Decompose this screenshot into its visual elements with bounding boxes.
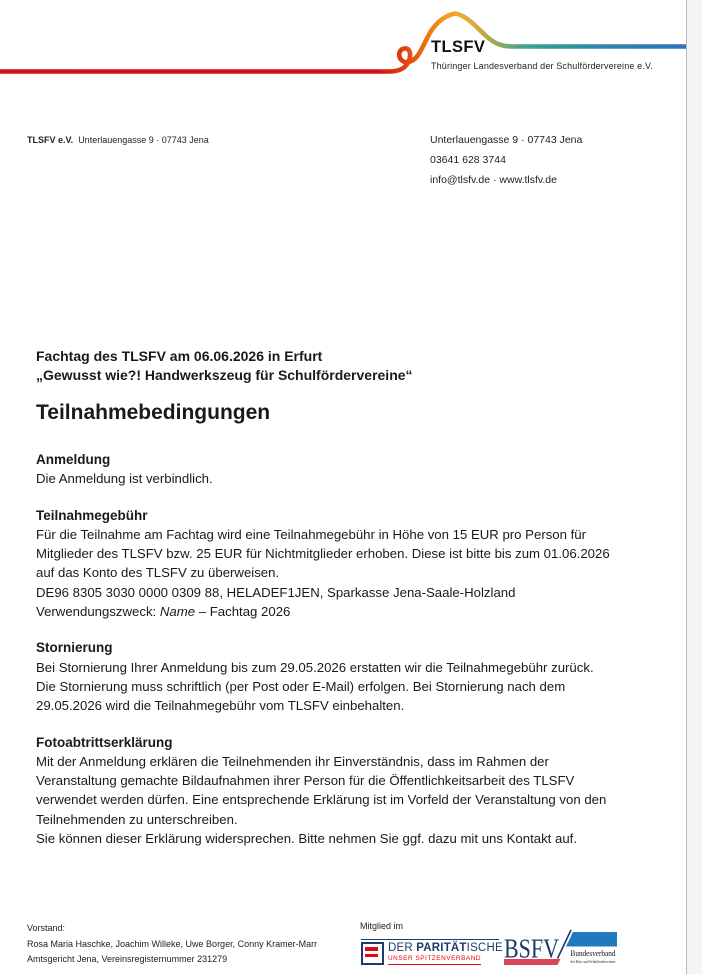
zweck-prefix: Verwendungszweck: — [36, 604, 160, 620]
sender-address: Unterlauengasse 9 · 07743 Jena — [78, 135, 209, 145]
paragraph-line: Bei Stornierung Ihrer Anmeldung bis zum 29.05.2026 erstatten wir die Teilnahmegebühr zurück. — [36, 659, 594, 675]
section-anmeldung — [36, 450, 676, 489]
document-body — [36, 347, 676, 865]
bsfv-logo — [504, 929, 622, 971]
paragraph-line: Die Anmeldung ist verbindlich. — [36, 471, 213, 487]
sender-line — [27, 135, 209, 145]
subject-block — [36, 347, 676, 385]
paritaetische-logo — [361, 939, 503, 965]
page-edge — [686, 0, 702, 974]
bsfv-blue-block — [566, 932, 617, 947]
section-stornierung — [36, 638, 676, 715]
paritaetische-wordmark — [388, 942, 503, 965]
register-line: Amtsgericht Jena, Vereinsregisternummer 231279 — [27, 954, 228, 964]
paragraph-line: Sie können dieser Erklärung widersprechen. Bitte nehmen Sie ggf. dazu mit uns Kontakt auf. — [36, 831, 577, 847]
subject-line-1: Fachtag des TLSFV am 06.06.2026 in Erfurt — [36, 348, 323, 364]
paritaetische-flag-icon — [361, 942, 384, 965]
paritaetische-claim: UNSER SPITZENVERBAND — [388, 955, 481, 965]
iban-line: DE96 8305 3030 0000 0309 88, HELADEF1JEN, Sparkasse Jena-Saale-Holzland — [36, 584, 516, 600]
paragraph-line: verwendet werden dürfen. Eine entsprechende Erklärung ist im Vorfeld der Veranstaltung von den — [36, 792, 607, 808]
brand-subtitle: Thüringer Landesverband der Schulfördervereine e.V. — [431, 61, 653, 71]
paragraph-line: Veranstaltung gemachte Bildaufnahmen ihrer Person für die Öffentlichkeitsarbeit des TLSFV — [36, 773, 575, 789]
paragraph-line: Für die Teilnahme am Fachtag wird eine Teilnahmegebühr in Höhe von 15 EUR pro Person für — [36, 526, 587, 542]
paragraph-line: Teilnehmenden zu unterschreiben. — [36, 811, 238, 827]
bsfv-name: Bundesverband — [570, 948, 617, 958]
verwendungszweck-line — [36, 602, 676, 621]
paragraph-line: Mitglieder des TLSFV bzw. 25 EUR für Nichtmitglieder erhoben. Diese ist bitte bis zum 01.06.2026 — [36, 546, 610, 562]
footer-vorstand-block — [27, 921, 317, 968]
tlsfv-house-logo — [0, 0, 687, 92]
paritaet-rest: ISCHE — [466, 942, 503, 954]
sender-name: TLSFV e.V. — [27, 135, 74, 145]
section-teilnahmegebuehr — [36, 506, 676, 622]
paritaetische-name — [388, 942, 503, 954]
section-heading: Anmeldung — [36, 452, 111, 467]
brand-wordmark: TLSFV — [431, 38, 486, 56]
section-heading: Teilnahmegebühr — [36, 507, 148, 523]
paragraph-line: 29.05.2026 wird die Teilnahmegebühr vom TLSFV einbehalten. — [36, 698, 405, 714]
section-fotoabtrittserklaerung — [36, 733, 676, 849]
vorstand-label: Vorstand: — [27, 923, 66, 933]
paragraph-line: Die Stornierung muss schriftlich (per Post oder E-Mail) erfolgen. Bei Stornierung nach dem — [36, 678, 566, 694]
paritaet-der: DER — [388, 942, 417, 954]
section-heading: Stornierung — [36, 640, 113, 656]
zweck-name-placeholder: Name — [159, 604, 196, 620]
section-heading: Fotoabtrittserklärung — [36, 734, 173, 750]
contact-phone: 03641 628 3744 — [430, 154, 506, 166]
subject-line-2: „Gewusst wie?! Handwerkszeug für Schulfördervereine“ — [36, 367, 413, 383]
contact-email-web: info@tlsfv.de · www.tlsfv.de — [430, 174, 557, 186]
flag-bar — [365, 954, 378, 958]
paritaet-bold: PARITÄT — [416, 942, 467, 954]
paragraph-line: Mit der Anmeldung erklären die Teilnehmenden ihr Einverständnis, dass im Rahmen der — [36, 753, 549, 769]
paragraph-line: auf das Konto des TLSFV zu überweisen. — [36, 565, 280, 581]
flag-bar — [365, 947, 378, 951]
page-title: Teilnahmebedingungen — [36, 401, 271, 424]
contact-block — [430, 130, 582, 190]
bsfv-acronym: BSFV — [504, 933, 560, 964]
contact-address: Unterlauengasse 9 · 07743 Jena — [430, 134, 583, 146]
bsfv-subline: der Kita- und Schulfördervereine — [570, 960, 616, 964]
membership-label: Mitglied im — [360, 921, 404, 931]
vorstand-names: Rosa Maria Haschke, Joachim Willeke, Uwe Borger, Conny Kramer-Marr — [27, 938, 318, 949]
zweck-suffix: – Fachtag 2026 — [195, 604, 291, 620]
